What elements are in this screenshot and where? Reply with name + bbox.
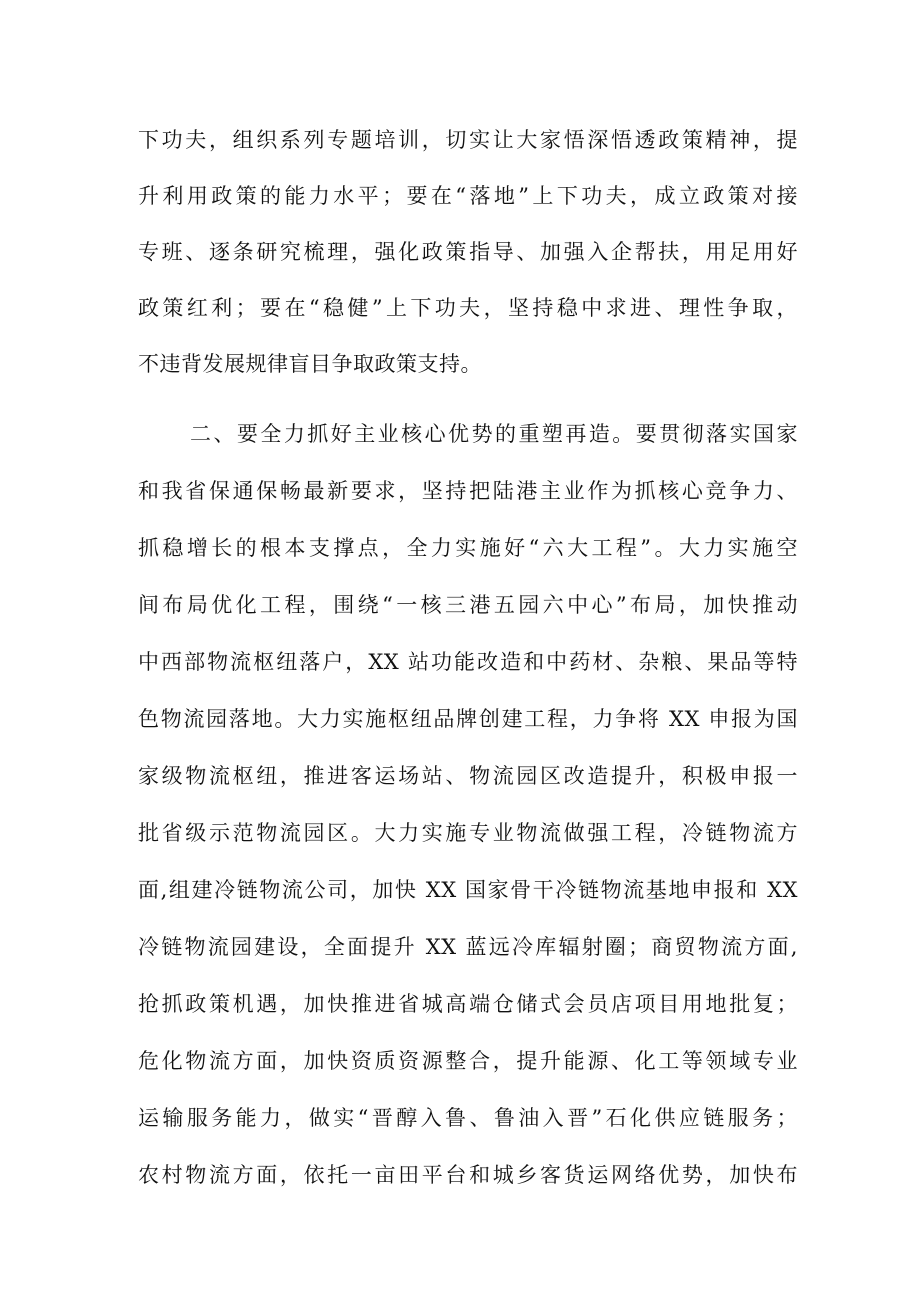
text-line: 间布局优化工程，围绕“一核三港五园六中心”布局，加快推动 <box>138 593 798 617</box>
text-line: 危化物流方面，加快资质资源整合，提升能源、化工等领域专业 <box>138 1049 798 1073</box>
text-line: 专班、逐条研究梳理，强化政策指导、加强入企帮扶，用足用好 <box>138 240 798 264</box>
text-line: 下功夫，组织系列专题培训，切实让大家悟深悟透政策精神，提 <box>138 128 798 152</box>
text-line: 农村物流方面，依托一亩田平台和城乡客货运网络优势，加快布 <box>138 1163 798 1187</box>
text-line: 家级物流枢纽，推进客运场站、物流园区改造提升，积极申报一 <box>138 764 798 788</box>
text-line: 冷链物流园建设，全面提升 XX 蓝远冷库辐射圈；商贸物流方面, <box>138 935 798 959</box>
text-line: 批省级示范物流园区。大力实施专业物流做强工程，冷链物流方 <box>138 821 798 845</box>
text-line: 抢抓政策机遇，加快推进省城高端仓储式会员店项目用地批复； <box>138 992 798 1016</box>
text-line: 面,组建冷链物流公司，加快 XX 国家骨干冷链物流基地申报和 XX <box>138 878 798 902</box>
text-line: 运输服务能力，做实“晋醇入鲁、鲁油入晋”石化供应链服务； <box>138 1106 798 1130</box>
text-line: 不违背发展规律盲目争取政策支持。 <box>138 352 482 376</box>
text-line: 色物流园落地。大力实施枢纽品牌创建工程，力争将 XX 申报为国 <box>138 707 798 731</box>
text-line: 二、要全力抓好主业核心优势的重塑再造。要贯彻落实国家 <box>190 422 798 446</box>
text-line: 政策红利；要在“稳健”上下功夫，坚持稳中求进、理性争取， <box>138 296 798 320</box>
text-line: 抓稳增长的根本支撑点，全力实施好“六大工程”。大力实施空 <box>138 536 798 560</box>
text-line: 升利用政策的能力水平；要在“落地”上下功夫，成立政策对接 <box>138 184 798 208</box>
text-line: 中西部物流枢纽落户，XX 站功能改造和中药材、杂粮、果品等特 <box>138 650 798 674</box>
text-line: 和我省保通保畅最新要求，坚持把陆港主业作为抓核心竞争力、 <box>138 479 798 503</box>
